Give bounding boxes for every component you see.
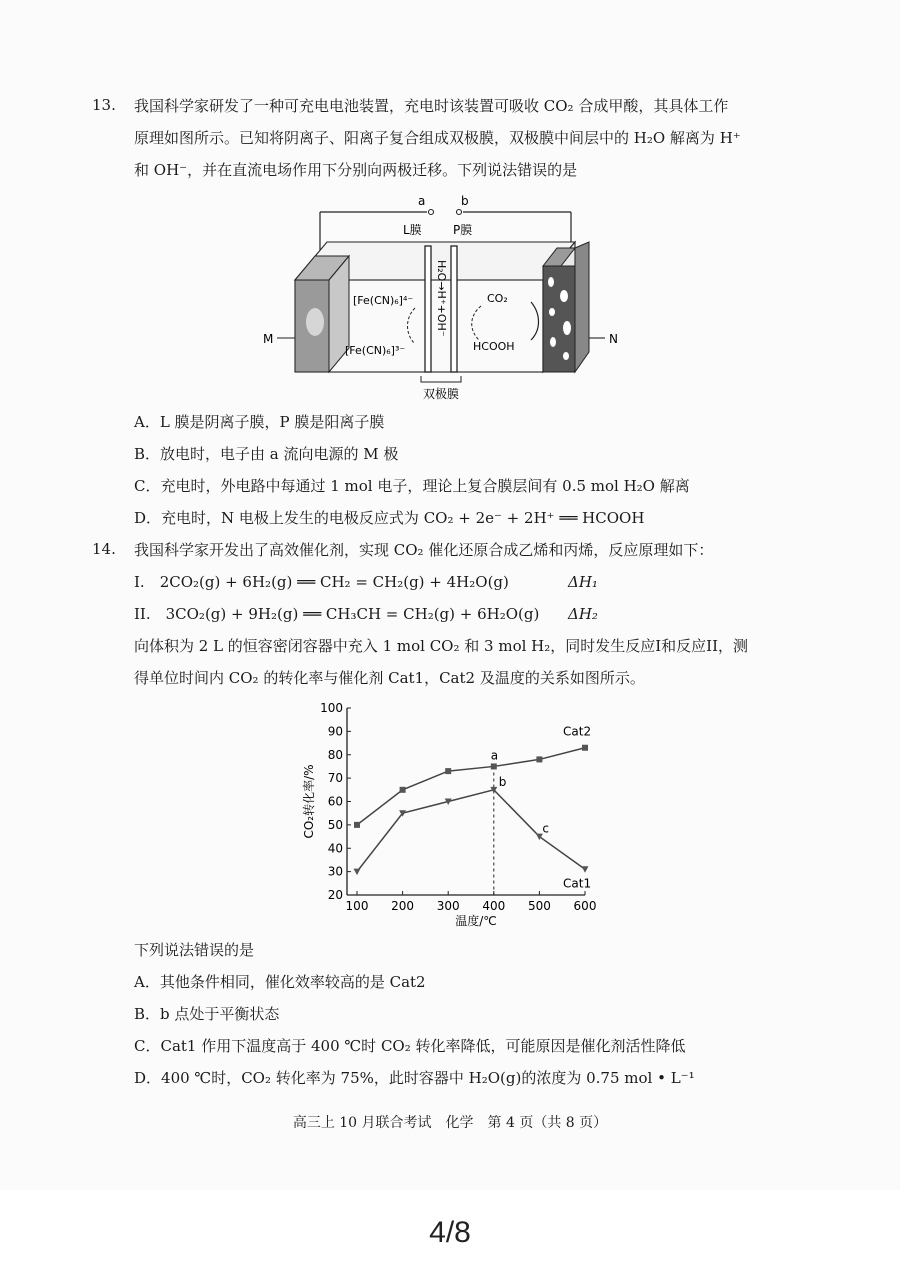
- y-tick-label: 20: [327, 888, 343, 902]
- y-tick-label: 60: [327, 794, 343, 809]
- l-membrane-label: L膜: [403, 223, 422, 237]
- hcooh-label: HCOOH: [473, 340, 515, 353]
- water-dissociation-label: H₂O→H⁺+OH⁻: [435, 260, 448, 337]
- point-cat2: [582, 745, 588, 751]
- conversion-chart: [295, 700, 615, 935]
- co2-label: CO₂: [487, 292, 508, 305]
- y-tick-label: 70: [327, 771, 343, 786]
- q14-number: 14.: [92, 540, 116, 558]
- y-tick-label: 80: [327, 747, 343, 762]
- q13-option-c: C．充电时，外电路中每通过 1 mol 电子，理论上复合膜层间有 0.5 mol H₂O 解离: [134, 477, 690, 495]
- point-cat2: [491, 763, 497, 769]
- page-indicator: 4/8: [429, 1216, 471, 1249]
- q13-option-b: B．放电时，电子由 a 流向电源的 M 极: [134, 445, 399, 463]
- p-membrane: [451, 246, 457, 372]
- page-footer: 高三上 10 月联合考试 化学 第 4 页（共 8 页）: [292, 1115, 608, 1131]
- y-tick-label: 90: [327, 724, 343, 739]
- q14-stem-line-1: 向体积为 2 L 的恒容密闭容器中充入 1 mol CO₂ 和 3 mol H₂，同时发生反应I和反应II，测: [134, 637, 749, 655]
- point-cat1: [582, 866, 589, 873]
- q14-reaction-2: II. 3CO₂(g) + 9H₂(g) ══ CH₃CH = CH₂(g) + 6H₂O(g): [134, 605, 540, 623]
- point-annotation-c: c: [542, 821, 550, 836]
- q14-dh2: ΔH₂: [568, 605, 598, 623]
- q13-option-d: D．充电时，N 电极上发生的电极反应式为 CO₂ + 2e⁻ + 2H⁺ ══ HCOOH: [134, 509, 645, 527]
- q13-stem-line-2: 原理如图所示。已知将阴离子、阳离子复合组成双极膜，双极膜中间层中的 H₂O 解离为 H⁺: [134, 129, 741, 147]
- series-line-cat2: [357, 748, 585, 825]
- series-label-cat1: Cat1: [563, 876, 592, 891]
- q14-stem-intro: 我国科学家开发出了高效催化剂，实现 CO₂ 催化还原合成乙烯和丙烯，反应原理如下：: [134, 541, 714, 559]
- x-tick-label: 200: [391, 899, 415, 913]
- q14-option-a: A．其他条件相同，催化效率较高的是 Cat2: [134, 973, 426, 991]
- x-axis-label: 温度/℃: [455, 914, 497, 928]
- electrode-m-label: M: [263, 332, 274, 346]
- y-tick-label: 30: [327, 864, 343, 879]
- q14-reaction-1: I. 2CO₂(g) + 6H₂(g) ══ CH₂ = CH₂(g) + 4H₂O(g): [134, 573, 509, 591]
- p-membrane-label: P膜: [453, 223, 473, 237]
- q13-stem-line-3: 和 OH⁻，并在直流电场作用下分别向两极迁移。下列说法错误的是: [134, 161, 578, 179]
- x-tick-label: 300: [436, 899, 460, 913]
- q13-option-a: A．L 膜是阴离子膜，P 膜是阳离子膜: [134, 413, 385, 431]
- terminal-a-label: a: [418, 194, 426, 208]
- q14-option-b: B．b 点处于平衡状态: [134, 1005, 280, 1023]
- y-axis-label: CO₂转化率/%: [302, 764, 316, 839]
- q14-option-d: D．400 ℃时，CO₂ 转化率为 75%，此时容器中 H₂O(g)的浓度为 0.75 mol • L⁻¹: [134, 1069, 695, 1087]
- y-tick-label: 40: [327, 841, 343, 856]
- x-tick-label: 100: [345, 899, 369, 913]
- q13-stem-line-1: 我国科学家研发了一种可充电电池装置，充电时该装置可吸收 CO₂ 合成甲酸，其具体工作: [134, 97, 729, 115]
- terminal-b-label: b: [461, 194, 469, 208]
- point-annotation-b: b: [498, 774, 507, 789]
- battery-cell-diagram: [255, 190, 635, 405]
- q14-option-c: C．Cat1 作用下温度高于 400 ℃时 CO₂ 转化率降低，可能原因是催化剂活性降低: [134, 1037, 686, 1055]
- point-cat1: [354, 869, 361, 876]
- point-cat2: [536, 756, 542, 762]
- x-tick-label: 500: [527, 899, 551, 913]
- point-cat2: [400, 787, 406, 793]
- x-tick-label: 600: [573, 899, 597, 913]
- point-cat2: [445, 768, 451, 774]
- series-line-cat1: [357, 790, 585, 872]
- q14-prompt: 下列说法错误的是: [134, 941, 255, 959]
- point-annotation-a: a: [490, 748, 499, 763]
- x-tick-label: 400: [482, 899, 506, 913]
- bipolar-membrane-label: 双极膜: [423, 387, 460, 401]
- q14-dh1: ΔH₁: [568, 573, 598, 591]
- q13-number: 13.: [92, 96, 116, 114]
- l-membrane: [425, 246, 431, 372]
- series-label-cat2: Cat2: [563, 724, 592, 739]
- q14-stem-line-2: 得单位时间内 CO₂ 的转化率与催化剂 Cat1，Cat2 及温度的关系如图所示。: [134, 669, 645, 687]
- point-cat2: [354, 822, 360, 828]
- ferrocyanide-label: [Fe(CN)₆]⁴⁻: [353, 294, 414, 307]
- y-tick-label: 100: [320, 701, 343, 715]
- ferricyanide-label: [Fe(CN)₆]³⁻: [345, 344, 406, 357]
- electrode-n-label: N: [609, 332, 618, 346]
- y-tick-label: 50: [327, 817, 343, 832]
